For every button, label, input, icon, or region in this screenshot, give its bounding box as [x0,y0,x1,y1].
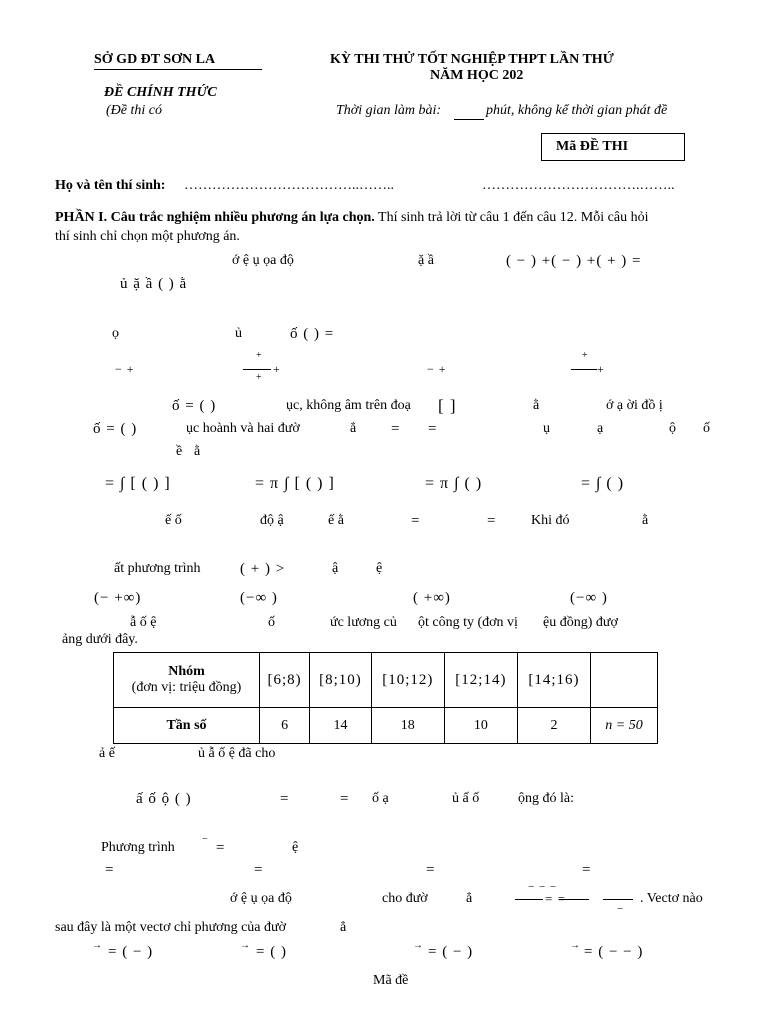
q8-text-c: = [216,840,226,856]
q9-option-c[interactable]: = ( − ) [428,944,474,960]
q9-text-f: . Vectơ nào [640,891,703,906]
official-label: ĐỀ CHÍNH THỨC [104,85,217,100]
q3-text-i: = [391,421,401,437]
q4-text-c: ế ằ [328,513,344,528]
q2-text-a: ọ [112,326,119,341]
q7-text-b: = [280,791,290,807]
q3-text-h: ẳ [350,421,357,436]
q3-text-e: ớ ạ ời đồ ị [606,398,663,413]
q1-equation: ( − ) +( − ) +( + ) = [506,253,642,269]
q3-option-b[interactable]: = π ∫ [ ( ) ] [255,475,335,492]
table-cell-group: [8;10) [310,653,372,708]
q9-option-d[interactable]: = ( − − ) [584,944,644,960]
q3-text-l: ạ [597,421,604,436]
q3-option-a[interactable]: = ∫ [ ( ) ] [105,475,171,492]
department-name: SỞ GD ĐT SƠN LA [94,52,216,67]
part1-instruction-1: Thí sinh trả lời từ câu 1 đến câu 12. Mỗi câu hỏi [378,210,649,225]
exam-code-box: Mã ĐỀ THI [541,133,685,161]
table-cell-freq: 18 [371,708,444,744]
q5-inequality: ( + ) > [240,561,286,577]
table-cell-freq: 14 [310,708,372,744]
q7-text-d: ố ạ [372,791,389,806]
q5-text-c: ậ [332,561,339,576]
table-header-freq: Tần số [114,708,260,744]
q8-option-a[interactable]: = [105,862,115,878]
q4-text-d: = [411,513,421,529]
table-cell-freq: 2 [517,708,590,744]
q9-frac-bar-3 [603,899,633,900]
q1-text-d: ủ ặ ầ ( ) ằ [120,276,188,292]
q2-option-d-bar [571,369,597,370]
q2-text-b: ủ [235,326,242,341]
q9-text-b: cho đườ [382,891,428,906]
q2-option-b-bar [243,369,271,370]
candidate-id-field[interactable]: …………………………….…….. [482,178,675,193]
q2-option-b-den: + [256,372,263,383]
candidate-name-label: Họ và tên thí sinh: [55,178,166,193]
candidate-name-field[interactable]: ………………………………..…….. [184,178,394,193]
q3-text-a: ố = ( ) [172,398,217,414]
q5-option-d[interactable]: (−∞ ) [570,590,608,606]
q9-vector-arrow-d: → [570,940,581,951]
q8-option-b[interactable]: = [254,862,264,878]
q2-option-a[interactable]: − + [115,362,135,376]
q4-text-a: ế ố [165,513,182,528]
table-cell-group: [12;14) [444,653,517,708]
q9-text-a: ớ ệ ụ ọa độ [230,891,292,906]
frequency-table [113,652,658,744]
q5-text-a: ất phương trình [114,561,201,576]
q3-interval: [ ] [438,396,457,415]
q6-text-f: ảng dưới đây. [62,632,138,647]
q6-text-g: ả ế [99,746,115,761]
q5-option-b[interactable]: (−∞ ) [240,590,278,606]
q2-option-b-tail[interactable]: + [273,362,281,376]
q2-option-c[interactable]: − + [427,362,447,376]
school-year: NĂM HỌC 202 [430,68,524,83]
q5-option-a[interactable]: (− +∞) [94,590,142,606]
time-note: phút, không kể thời gian phát đề [486,103,668,118]
q8-text-a: Phương trình [101,840,175,855]
q3-text-m: ộ [669,421,676,436]
q3-text-o: ề [176,444,183,459]
q3-option-d[interactable]: = ∫ ( ) [581,475,625,492]
q6-text-a: ẫ ố ệ [130,615,157,630]
q9-option-a[interactable]: = ( − ) [108,944,154,960]
q6-text-e: ệu đồng) đượ [543,615,618,630]
footer-exam-code: Mã đề [373,973,409,988]
q3-text-p: ằ [194,444,201,459]
table-header-group-title: Nhóm [168,664,205,679]
q9-option-b[interactable]: = ( ) [256,944,287,960]
q3-text-b: ục, không âm trên đoạ [286,398,411,413]
q3-option-c[interactable]: = π ∫ ( ) [425,475,483,492]
q6-text-d: ột công ty (đơn vị [418,615,518,630]
q9-vector-arrow-b: → [240,940,251,951]
table-cell-freq: 6 [260,708,310,744]
table-row-freq [114,708,658,744]
exam-title: KỲ THI THỬ TỐT NGHIỆP THPT LẦN THỨ [330,52,614,67]
q3-text-k: ụ [543,421,550,436]
q4-text-g: ằ [642,513,649,528]
q4-text-b: độ ậ [260,513,284,528]
q2-option-b-num: + [256,350,263,361]
table-header-group [114,653,260,708]
q2-option-d-num: + [582,350,589,361]
q6-text-h: ủ ẫ ố ệ đã cho [198,746,276,761]
q9-text-c: ẳ [466,891,473,906]
q9-text-h: ẳ [340,920,347,935]
table-cell-total: n = 50 [591,708,658,744]
q8-option-d[interactable]: = [582,862,592,878]
q8-text-d: ệ [292,840,299,855]
q7-text-a: ấ ố ộ ( ) [136,791,192,807]
time-blank [454,119,484,120]
q3-text-n: ố [703,421,710,436]
q5-option-c[interactable]: ( +∞) [413,590,451,606]
q7-text-e: ủ ấ ố [452,791,480,806]
q5-text-d: ệ [376,561,383,576]
department-underline [94,69,262,70]
q4-text-f: Khi đó [531,513,570,528]
q9-vector-arrow-c: → [413,940,424,951]
q9-denominator: − [617,903,625,915]
q4-text-e: = [487,513,497,529]
table-cell-group: [14;16) [517,653,590,708]
q3-text-j: = [428,421,438,437]
q3-text-d: ằ [533,398,540,413]
q9-vector-arrow-a: → [92,940,103,951]
q8-text-b: − [202,834,209,845]
q9-equals: = = [545,891,566,906]
part1-heading: PHẦN I. Câu trắc nghiệm nhiều phương án lựa chọn. [55,210,375,225]
q6-text-b: ố [268,615,275,630]
q1-text-a: ớ ệ ụ ọa độ [232,253,294,268]
q6-text-c: ức lương củ [330,615,397,630]
table-cell-group: [10;12) [371,653,444,708]
table-header-group-unit: (đơn vị: triệu đồng) [131,680,242,695]
q9-frac-bar-1 [515,899,543,900]
pages-note: (Đề thi có [106,103,162,118]
part1-instruction-2: thí sinh chỉ chọn một phương án. [55,229,240,244]
q8-option-c[interactable]: = [426,862,436,878]
q7-text-f: ộng đó là: [518,791,574,806]
time-label: Thời gian làm bài: [336,103,442,118]
q3-text-g: ục hoành và hai đườ [186,421,300,436]
table-cell-empty [591,653,658,708]
q2-option-d-tail[interactable]: + [597,362,605,376]
part1-heading-line [55,210,648,226]
q1-text-b: ặ ầ [418,253,434,268]
table-row-groups [114,653,658,708]
q9-numerators: − − − [528,881,558,893]
q2-function: ố ( ) = [290,326,335,342]
q9-text-g: sau đây là một vectơ chỉ phương của đườ [55,920,286,935]
q7-text-c: = [340,791,350,807]
table-cell-freq: 10 [444,708,517,744]
table-cell-group: [6;8) [260,653,310,708]
q3-text-f: ố = ( ) [93,421,138,437]
